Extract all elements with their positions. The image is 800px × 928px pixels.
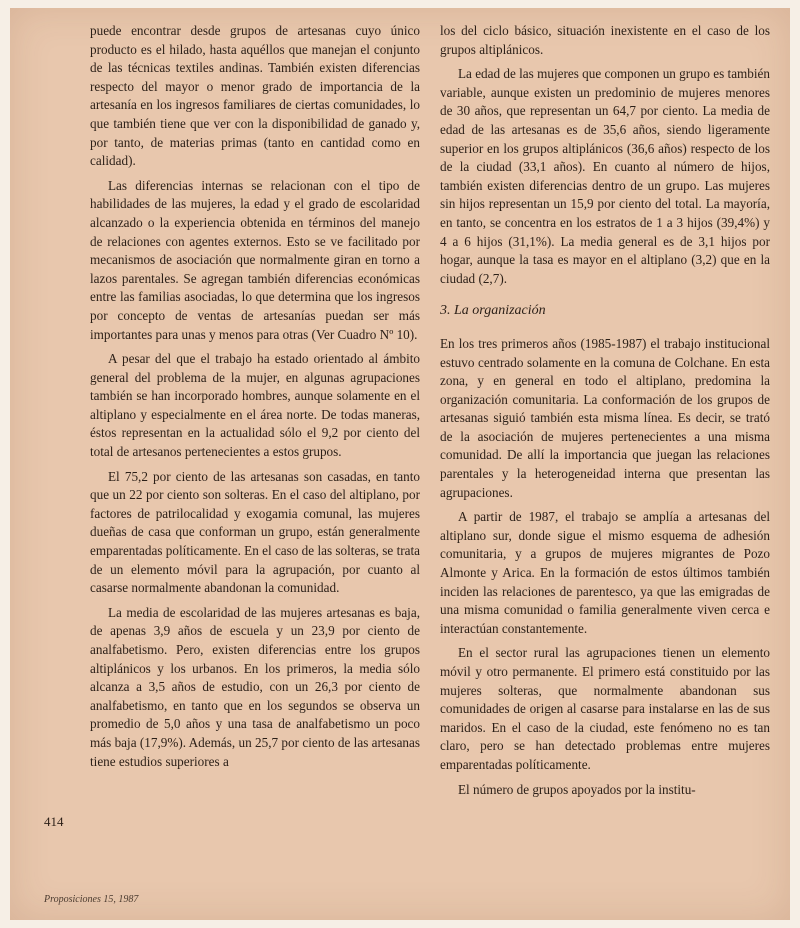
paragraph: El número de grupos apoyados por la institu- [458,781,696,797]
right-column [440,22,770,805]
paragraph: El 75,2 por ciento de las artesanas son casadas, en tanto que un 22 por ciento son solteras. En el caso del altiplano, por factores de patrilocalidad y exogamia comunal, las mujeres dueñas de casa que conforman un grupo, están generalmente emparentadas políticamente. En el caso de las solteras, se trata de un elemento móvil para la agrupación, por cuanto al casarse normalmente abandonan la comunidad. [90,468,420,596]
paragraph: La media de escolaridad de las mujeres artesanas es baja, de apenas 3,9 años de escuela y un 23,9 por ciento de analfabetismo. Pero, existen diferencias entre los grupos altiplánicos y los urbanos. En los primeros, la media sólo alcanza a 3,5 años de estudio, con un 26,3 por ciento de analfabetismo, en tanto que en los segundos se observa un promedio de 5,0 años y una tasa de analfabetismo un poco más baja (17,9%). Además, un 25,7 por ciento de las artesanas tiene estudios superiores a [90,604,420,769]
paragraph: Las diferencias internas se relacionan con el tipo de habilidades de las mujeres, la edad y el grado de escolaridad alcanzado o la experiencia obtenida en términos del manejo de relaciones con agentes externos. Esto se ve facilitado por mecanismos de asociación que normalmente giran en torno a lazos parentales. Se agregan también diferencias económicas entre las familias asociadas, lo que determina que los ingresos por concepto de ventas de artesanías puedan ser más importantes para unas y menos para otras (Ver Cuadro Nº 10). [90,177,420,342]
paragraph: En los tres primeros años (1985-1987) el trabajo institucional estuvo centrado solamente en la comuna de Colchane. En esta zona, y en general en todo el altiplano, predomina la organización comunitaria. La conformación de los grupos de artesanas siguió también esta misma línea. Es decir, se trató de la asociación de mujeres pertenecientes a una misma comunidad. De allí la importancia que juegan las relaciones parentales y la heterogeneidad interna que presentan las agrupaciones. [440,335,770,500]
page-number: 414 [44,814,64,829]
paragraph: En el sector rural las agrupaciones tienen un elemento móvil y otro permanente. El primero está constituido por las mujeres solteras, que normalmente abandonan sus comunidades de origen al casarse para instalarse en las de sus maridos. En el caso de la ciudad, este fenómeno no es tan claro, pero se han detectado problemas entre mujeres emparentadas políticamente. [440,645,770,772]
left-column [90,22,420,777]
paragraph: los del ciclo básico, situación inexistente en el caso de los grupos altiplánicos. [440,23,770,57]
paragraph: A partir de 1987, el trabajo se amplía a artesanas del altiplano sur, donde sigue el mismo esquema de adhesión comunitaria, y a grupos de mujeres migrantes de Pozo Almonte y Arica. En la formación de estos últimos también inciden las relaciones de parentesco, ya que las emigradas de una misma comunidad o familia generalmente viven cerca e interactúan constantemente. [440,509,770,636]
paragraph: A pesar del que el trabajo ha estado orientado al ámbito general del problema de la mujer, en algunas agrupaciones también se han incorporado hombres, aunque solamente en el altiplano y especialmente en el área norte. De todas maneras, éstos representan en la actualidad sólo el 9,2 por ciento del total de artesanos pertenecientes a estos grupos. [90,351,420,460]
paragraph: La edad de las mujeres que componen un grupo es también variable, aunque existen un predominio de mujeres menores de 30 años, que representan un 64,7 por ciento. La media de edad de las artesanas es de 35,6 años, siendo ligeramente superior en los grupos altiplánicos (36,6 años) respecto de los de la ciudad (33,1 años). En cuanto al número de hijos, también existen diferencias dentro de un grupo. Las mujeres sin hijos representan un 15,9 por ciento del total. La mayoría, en tanto, se concentra en los estratos de 1 a 3 hijos (39,4%) y 4 a 6 hijos (31,1%). La media general es de 3,1 hijos por hogar, aunque la tasa es mayor en el altiplano (3,2) que en la ciudad (2,7). [440,66,771,286]
running-footer: Proposiciones 15, 1987 [44,894,139,905]
section-heading: 3. La organización [440,303,546,319]
paragraph: puede encontrar desde grupos de artesanas cuyo único producto es el hilado, hasta aquéllos que manejan el conjunto de las técnicas textiles andinas. También existen diferencias respecto del mayor o menor grado de importancia de la artesanía en los ingresos familiares de ciertas comunidades, lo que también tiene que ver con la disponibilidad de ganado y, por tanto, de materias primas (tanto en cantidad como en calidad). [90,23,420,169]
document-page [10,8,790,920]
